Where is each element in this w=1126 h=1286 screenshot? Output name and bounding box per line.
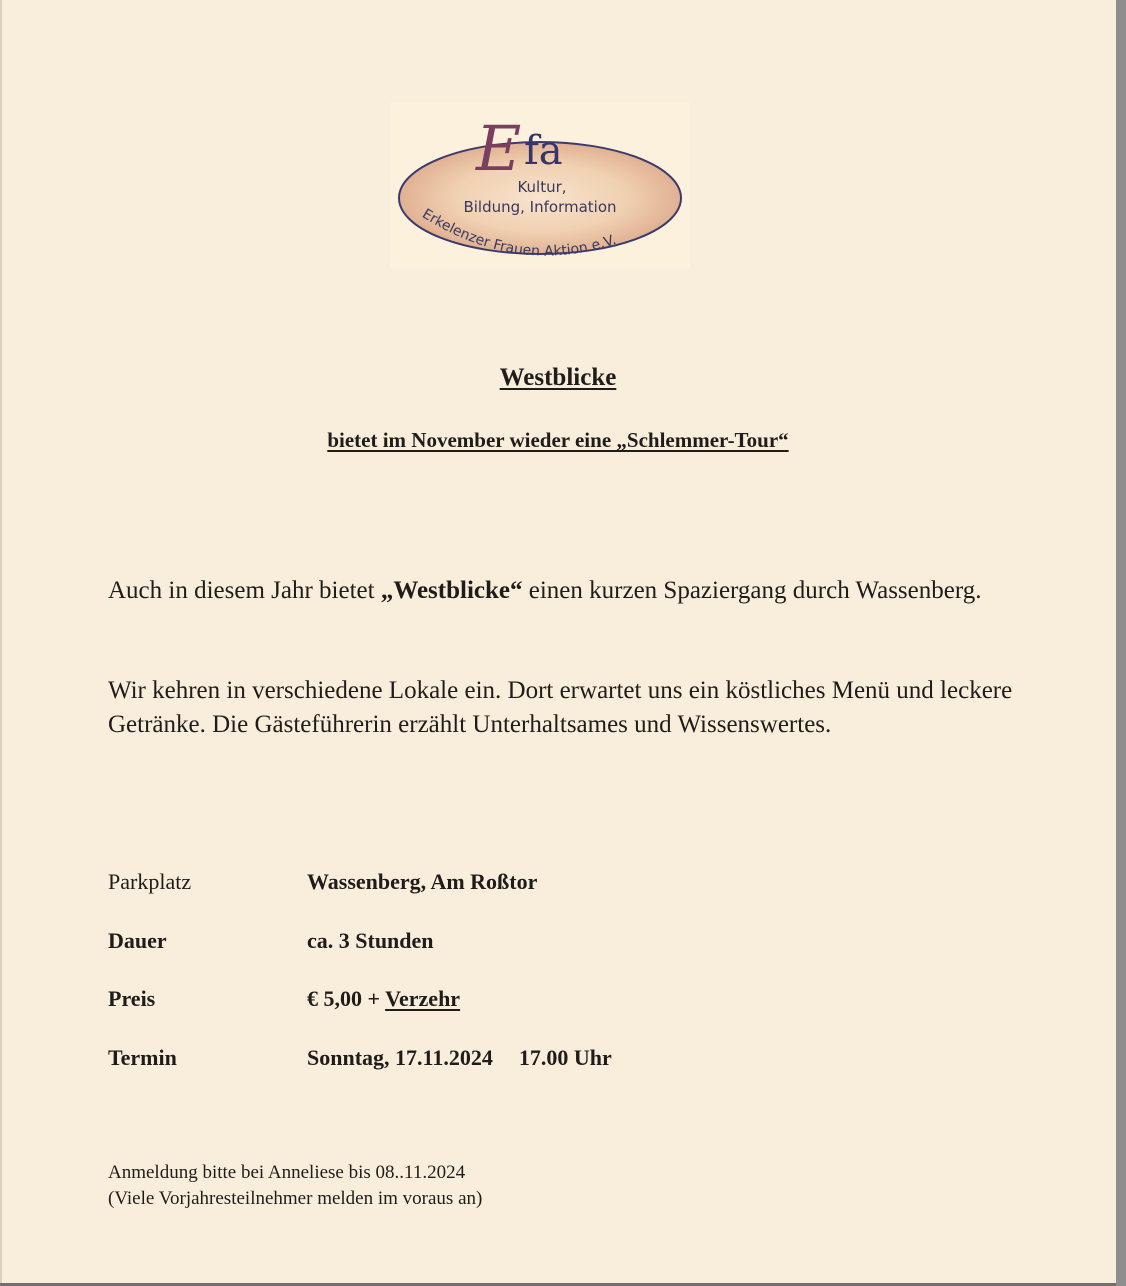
logo-line1: Kultur, bbox=[517, 178, 567, 196]
price-value bbox=[307, 986, 460, 1012]
document-subtitle: bietet im November wieder eine „Schlemmer-Tour“ bbox=[327, 428, 789, 452]
duration-value: ca. 3 Stunden bbox=[307, 928, 434, 953]
intro-text-before: Auch in diesem Jahr bietet bbox=[108, 577, 381, 604]
price-amount: € 5,00 + bbox=[307, 986, 386, 1011]
registration-note: Anmeldung bitte bei Anneliese bis 08..11.2024 bbox=[108, 1162, 466, 1183]
date-value bbox=[307, 1045, 612, 1071]
logo-name: fa bbox=[524, 128, 563, 174]
logo-arc-text: Erkelenzer Frauen Aktion e.V. bbox=[419, 206, 619, 260]
logo-initial: E bbox=[476, 112, 522, 185]
duration-label: Dauer bbox=[108, 928, 167, 953]
date-label: Termin bbox=[108, 1045, 177, 1070]
intro-text-after: einen kurzen Spaziergang durch Wassenberg. bbox=[522, 577, 982, 604]
page-right-edge bbox=[1116, 0, 1126, 1286]
event-date: Sonntag, 17.11.2024 bbox=[307, 1045, 493, 1070]
description-paragraph: Wir kehren in verschiedene Lokale ein. Dort erwartet uns ein köstliches Menü und leckere Getränke. Die Gästeführerin erzählt Unterhaltsames und Wissenswertes. bbox=[108, 677, 1013, 738]
parking-label: Parkplatz bbox=[108, 869, 192, 894]
logo-line2: Bildung, Information bbox=[463, 198, 617, 216]
registration-hint: (Viele Vorjahresteilnehmer melden im voraus an) bbox=[108, 1188, 483, 1209]
price-label: Preis bbox=[108, 986, 156, 1011]
intro-paragraph bbox=[108, 574, 1028, 608]
document-title: Westblicke bbox=[499, 364, 617, 391]
price-extra: Verzehr bbox=[385, 986, 461, 1011]
page-left-edge bbox=[0, 0, 2, 1286]
event-time: 17.00 Uhr bbox=[518, 1045, 612, 1070]
intro-highlight: „Westblicke“ bbox=[380, 577, 523, 604]
parking-value: Wassenberg, Am Roßtor bbox=[307, 869, 538, 894]
efa-logo bbox=[390, 102, 690, 268]
